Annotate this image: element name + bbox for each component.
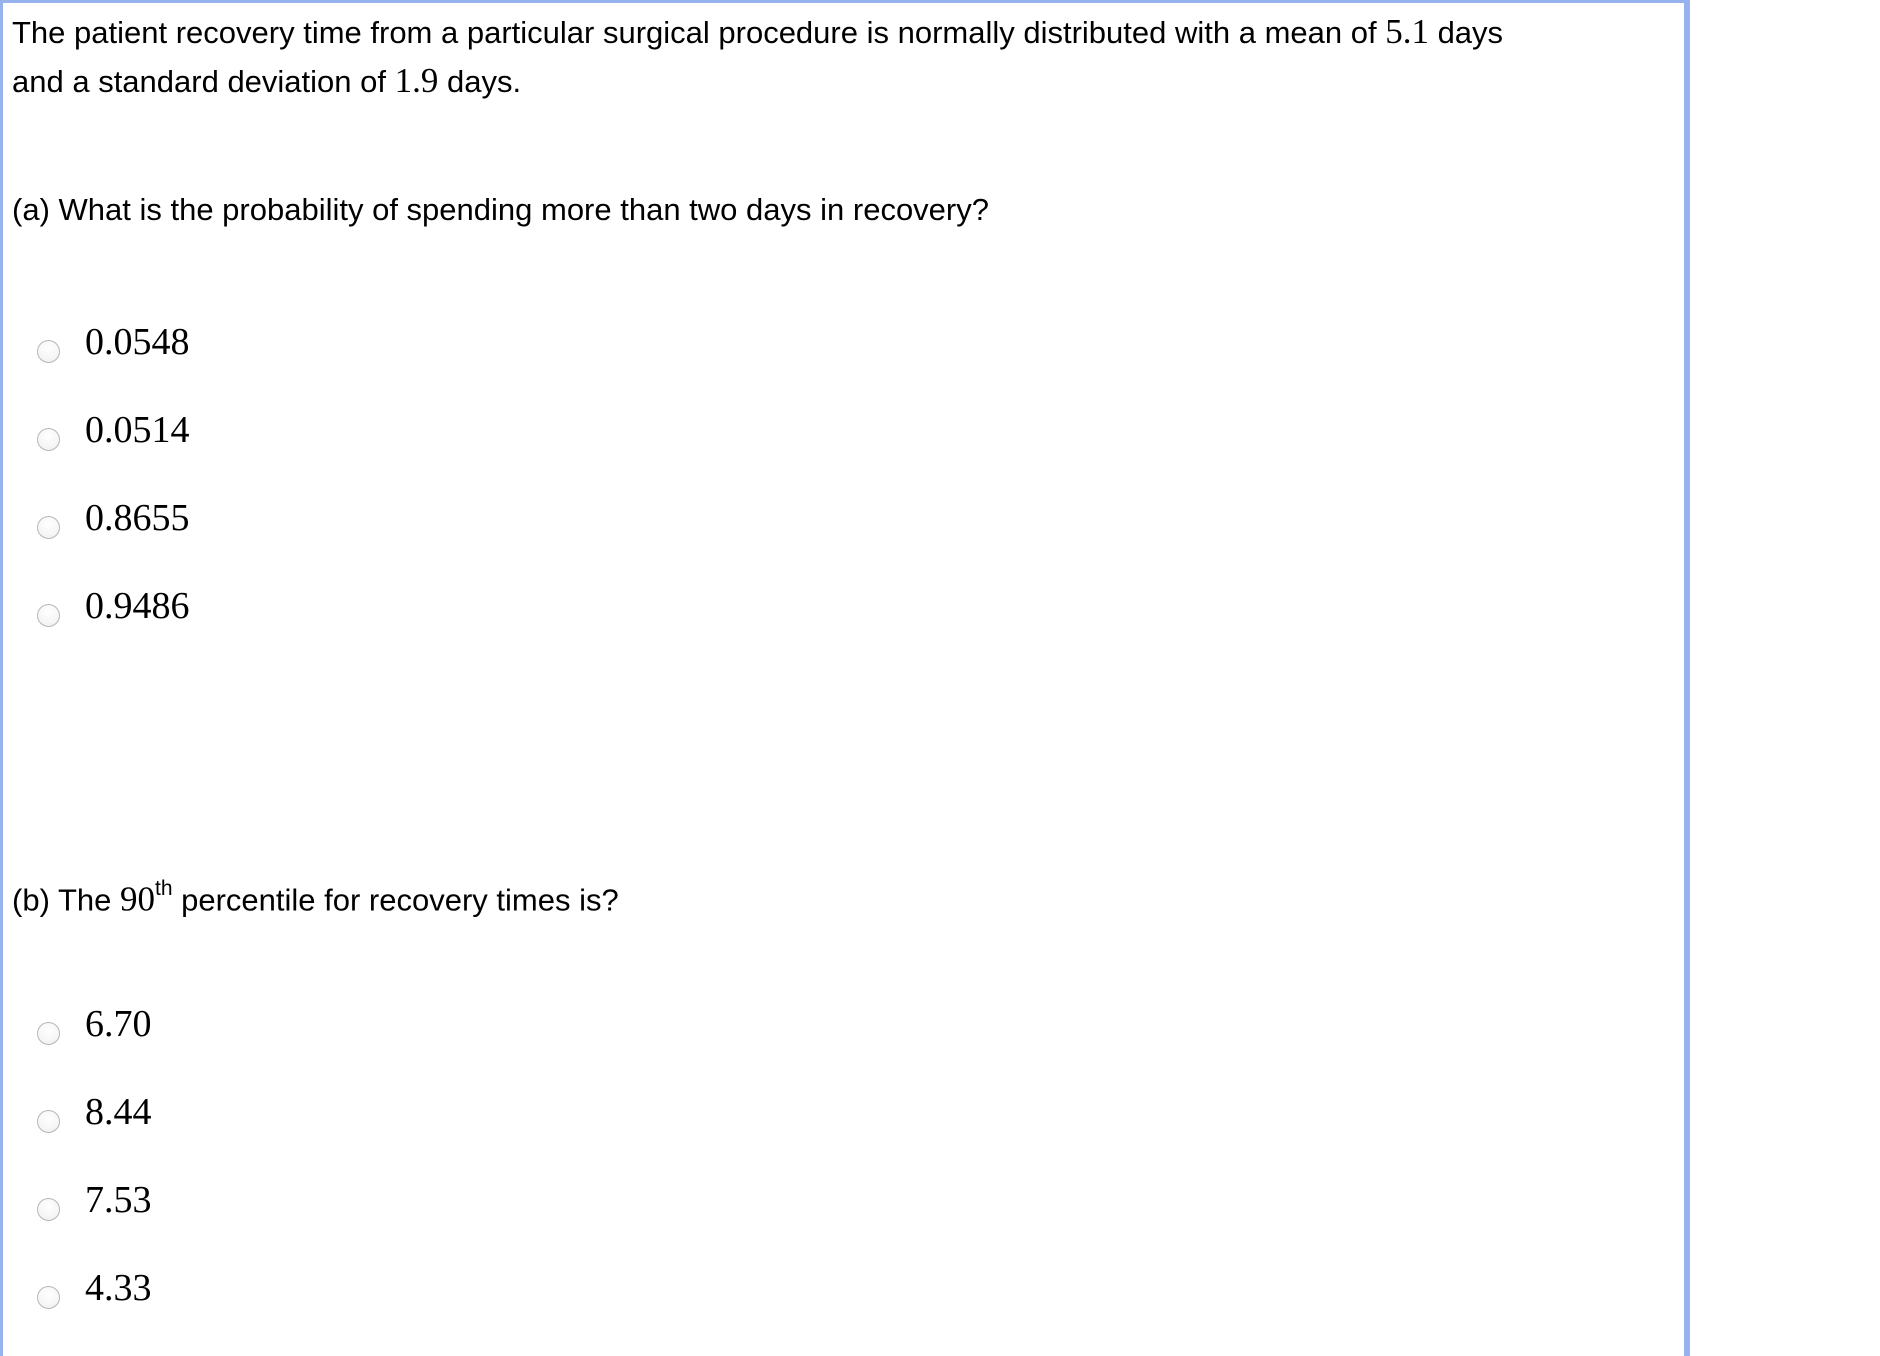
radio-button[interactable]: [37, 1198, 60, 1221]
option-label: 0.8655: [85, 497, 190, 539]
part-a-option-1[interactable]: [37, 318, 190, 366]
option-label: 4.33: [85, 1267, 152, 1309]
part-a-option-3[interactable]: [37, 494, 190, 542]
percentile-suffix: th: [154, 877, 173, 900]
stem-text-2: days: [1428, 15, 1504, 50]
part-a-option-2[interactable]: [37, 406, 190, 454]
part-b-option-4[interactable]: [37, 1264, 152, 1312]
question-stem: [12, 8, 1503, 106]
option-label: 0.9486: [85, 585, 190, 627]
radio-button[interactable]: [37, 1110, 60, 1133]
option-label: 8.44: [85, 1091, 152, 1133]
option-label: 0.0514: [85, 409, 190, 451]
radio-button[interactable]: [37, 340, 60, 363]
part-b-option-3[interactable]: [37, 1176, 152, 1224]
radio-button[interactable]: [37, 604, 60, 627]
part-b-suffix: percentile for recovery times is?: [172, 882, 619, 918]
option-label: 7.53: [85, 1179, 152, 1221]
radio-button[interactable]: [37, 428, 60, 451]
option-label: 0.0548: [85, 321, 190, 363]
part-b-prefix: (b) The: [12, 882, 120, 918]
sd-value: 1.9: [394, 61, 439, 100]
part-a-prompt: (a) What is the probability of spending more than two days in recovery?: [12, 192, 989, 227]
option-label: 6.70: [85, 1003, 152, 1045]
part-b-option-2[interactable]: [37, 1088, 152, 1136]
part-b-option-1[interactable]: [37, 1000, 152, 1048]
radio-button[interactable]: [37, 1022, 60, 1045]
radio-button[interactable]: [37, 1286, 60, 1309]
stem-text-3: and a standard deviation of: [12, 64, 395, 99]
part-b-prompt: [12, 869, 619, 924]
mean-value: 5.1: [1385, 12, 1429, 51]
stem-line-2: [12, 57, 1503, 106]
percentile-number: 90: [119, 879, 155, 919]
radio-button[interactable]: [37, 516, 60, 539]
part-a-option-4[interactable]: [37, 582, 190, 630]
stem-text-1: The patient recovery time from a particular surgical procedure is normally distributed with a mean of: [12, 15, 1386, 50]
stem-text-4: days.: [438, 64, 522, 99]
